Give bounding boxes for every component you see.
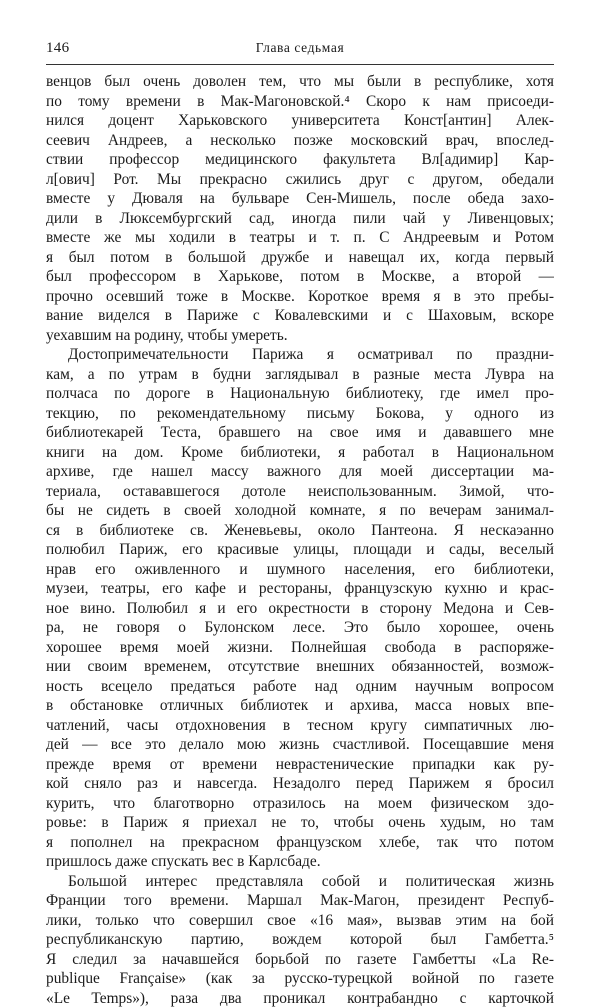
body-text (46, 72, 554, 1008)
text-line: Достопримечательности Парижа я осматривал по праздни- (46, 345, 554, 365)
page-header (46, 40, 554, 62)
text-line: в обстановке отличных библиотек и архива, масса новых впе- (46, 696, 554, 716)
text-line: был профессором в Харькове, потом в Москве, а второй — (46, 267, 554, 287)
text-line: библиотекарей Теста, бравшего на свое имя и дававшего мне (46, 423, 554, 443)
header-rule (46, 64, 554, 65)
text-line: териала, остававшегося дотоле неиспользованным. Зимой, что- (46, 482, 554, 502)
text-line: ся в библиотеке св. Женевьевы, около Пантеона. Я нескаэанно (46, 521, 554, 541)
text-line: венцов был очень доволен тем, что мы были в республике, хотя (46, 72, 554, 92)
text-line: нии своим временем, отсутствие внешних обязанностей, возмож- (46, 657, 554, 677)
text-line: полчаса по дороге в Национальную библиотеку, где имел про- (46, 384, 554, 404)
text-line: нрав его оживленного и шумного населения, его библиотеки, (46, 560, 554, 580)
text-line: курить, что благотворно отразилось на моем физическом здо- (46, 794, 554, 814)
text-line: ность всецело предаться работе над одним научным вопросом (46, 677, 554, 697)
text-line: лики, только что совершил свое «16 мая», вызвав этим на бой (46, 911, 554, 931)
text-line: уехавшим на родину, чтобы умереть. (46, 326, 554, 346)
text-line: дили в Люксембургский сад, иногда пили чай у Ливенцовых; (46, 209, 554, 229)
text-line: текцию, по рекомендательному письму Бокова, у одного из (46, 404, 554, 424)
text-line: чатлений, часы отдохновения в тесном кругу симпатичных лю- (46, 716, 554, 736)
text-line: л[ович] Рот. Мы прекрасно сжились друг с другом, обедали (46, 170, 554, 190)
text-line: бы не сидеть в своей холодной комнате, я по вечерам занимал- (46, 501, 554, 521)
text-line: книги на дом. Кроме библиотеки, я работал в Национальном (46, 443, 554, 463)
text-line: ствии профессор медицинского факультета Вл[адимир] Кар- (46, 150, 554, 170)
text-line: архиве, где нашел массу важного для моей диссертации ма- (46, 462, 554, 482)
text-line: прочно осевший тоже в Москве. Короткое время я в это пребы- (46, 287, 554, 307)
page-number: 146 (46, 40, 69, 57)
text-line: дей — все это делало мою жизнь счастливой. Посещавшие меня (46, 735, 554, 755)
text-line: республиканскую партию, вождем которой был Гамбетта.⁵ (46, 930, 554, 950)
text-line: кой сняло раз и навсегда. Незадолго перед Парижем я бросил (46, 774, 554, 794)
text-line: я был потом в большой дружбе и навещал их, когда первый (46, 248, 554, 268)
text-line: по тому времени в Мак-Магоновской.⁴ Скоро к нам присоеди- (46, 92, 554, 112)
text-line: пришлось даже спускать вес в Карлсбаде. (46, 852, 554, 872)
text-line: ра, не говоря о Булонском лесе. Это было хорошее, очень (46, 618, 554, 638)
text-line: ное вино. Полюбил я и его окрестности в сторону Медона и Сев- (46, 599, 554, 619)
text-line: прежде время от времени неврастенические припадки как ру- (46, 755, 554, 775)
text-line: вместе у Дюваля на бульваре Сен-Мишель, после обеда захо- (46, 189, 554, 209)
text-line: нился доцент Харьковского университета Конст[антин] Алек- (46, 111, 554, 131)
text-line: ровье: в Париж я приехал не то, чтобы очень худым, но там (46, 813, 554, 833)
text-line: Большой интерес представляла собой и политическая жизнь (46, 872, 554, 892)
text-line: хорошее время моей жизни. Полнейшая свобода в распоряже- (46, 638, 554, 658)
text-line: полюбил Париж, его красивые улицы, площади и сады, веселый (46, 540, 554, 560)
text-line: Франции того времени. Маршал Мак-Магон, президент Респуб- (46, 891, 554, 911)
text-line: «Le Temps»), раза два проникал контрабандно с карточкой (46, 989, 554, 1008)
text-line: вместе же мы ходили в театры и т. п. С Андреевым и Ротом (46, 228, 554, 248)
text-line: кам, а по утрам в будни заглядывал в разные места Лувра на (46, 365, 554, 385)
text-line: музеи, театры, его кафе и рестораны, французскую кухню и крас- (46, 579, 554, 599)
text-line: вание виделся в Париже с Ковалевскими и с Шаховым, вскоре (46, 306, 554, 326)
text-line: я пополнел на прекрасном французском хлебе, так что потом (46, 833, 554, 853)
text-line: publique Française» (как за русско-турецкой войной по газете (46, 969, 554, 989)
text-line: сеевич Андреев, а несколько позже московский врач, впослед- (46, 131, 554, 151)
running-title: Глава седьмая (46, 40, 554, 56)
text-line: Я следил за начавшейся борьбой по газете Гамбетты «La Re- (46, 950, 554, 970)
